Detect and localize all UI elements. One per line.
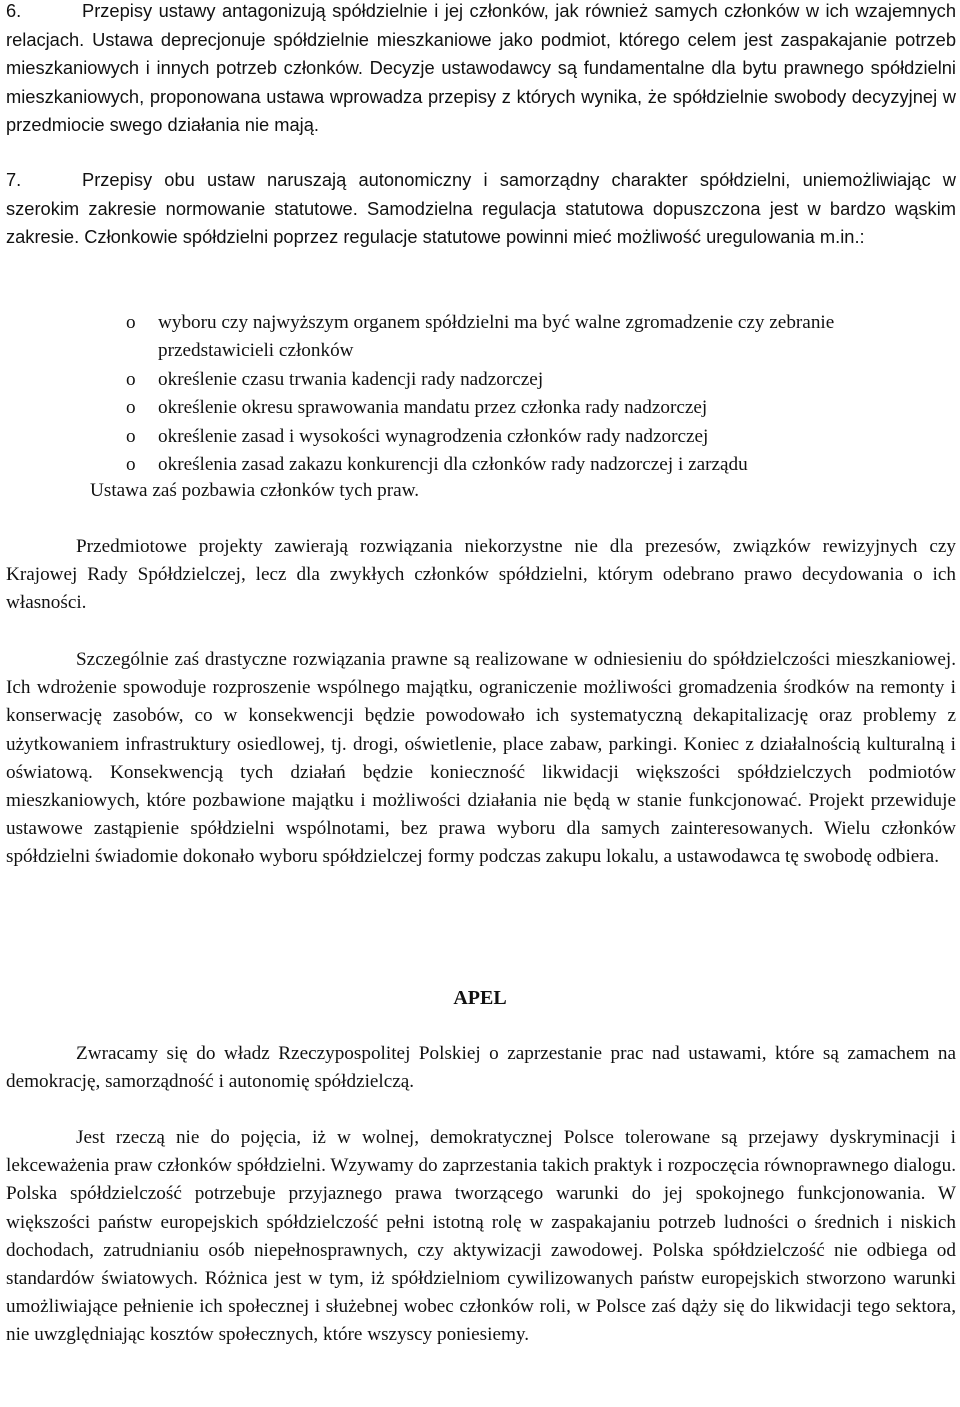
bullet-text: określenia zasad zakazu konkurencji dla członków rady nadzorczej i zarządu: [158, 454, 748, 476]
item-number: 7.: [6, 169, 22, 190]
statement-text: Ustawa zaś pozbawia członków tych praw.: [90, 480, 420, 501]
appeal-heading: APEL: [453, 987, 507, 1009]
bullet-text: określenie okresu sprawowania mandatu przez członka rady nadzorczej: [158, 397, 708, 419]
appeal-paragraph-2: Jest rzeczą nie do pojęcia, iż w wolnej, demokratycznej Polsce tolerowane są przejawy dyskryminacji i lekceważenia praw członków spółdzielni. Wzywamy do zaprzestania takich praktyk i rozpoczęcia równoprawnego dialogu. Polska spółdzielczość potrzebuje przyjaznego prawa tworzącego warunki do jej spokojnego funkcjonowania. W większości państw europejskich spółdzielczość pełni istotną rolę w zaspakajaniu potrzeb ludności o średnich i niskich dochodach, zatrudnianiu osób niepełnosprawnych, czy aktywizacji zawodowej. Polska spółdzielczość nie odbiega od standardów światowych. Różnica jest w tym, iż spółdzielniom cywilizowanych państw europejskich stworzono warunki umożliwiające pełnienie ich społecznej i służebnej wobec członków roli, w Polsce zaś dąży się do likwidacji tego sektora, nie uwzględniając kosztów społecznych, które wszyscy poniesiemy.: [6, 1127, 956, 1346]
list-item-7: [6, 166, 956, 252]
bullet-marker: o: [126, 368, 136, 390]
paragraph-2: Szczególnie zaś drastyczne rozwiązania prawne są realizowane w odniesieniu do spółdzielczości mieszkaniowej. Ich wdrożenie spowoduje rozproszenie wspólnego majątku, ograniczenie możliwości gromadzenia środków na remonty i konserwację zasobów, co w konsekwencji będzie powodowało ich systematyczną dekapitalizację oraz problemy z użytkowaniem infrastruktury osiedlowej, tj. drogi, oświetlenie, place zabaw, parkingi. Koniec z działalnością kulturalną i oświatową. Konsekwencją tych działań będzie konieczność likwidacji większości spółdzielczych podmiotów mieszkaniowych, które pozbawione majątku i możliwości działania nie będą w stanie funkcjonować. Projekt przewiduje ustawowe zastąpienie spółdzielni wspólnotami, bez prawa wyboru dla samych zainteresowanych. Wielu członków spółdzielni świadomie dokonało wyboru spółdzielczej formy podczas zakupu lokalu, a ustawodawca tę swobodę odbiera.: [6, 649, 956, 868]
bullet-item: [0, 394, 960, 422]
bullet-list: [0, 309, 960, 479]
item-text: Przepisy obu ustaw naruszają autonomiczny i samorządny charakter spółdzielni, uniemożliwiając w szerokim zakresie normowanie statutowe. Samodzielna regulacja statutowa dopuszczona jest w bardzo wąskim zakresie. Członkowie spółdzielni poprzez regulacje statutowe powinni mieć możliwość uregulowania m.in.:: [6, 169, 956, 248]
bullet-item: [0, 366, 960, 394]
bullet-text: określenie zasad i wysokości wynagrodzenia członków rady nadzorczej: [158, 425, 709, 447]
item-text: Przepisy ustawy antagonizują spółdzielnie i jej członków, jak również samych członków w ich wzajemnych relacjach. Ustawa deprecjonuje spółdzielnie mieszkaniowe jako podmiot, którego celem jest zaspakajanie potrzeb mieszkaniowych i innych potrzeb członków. Decyzje ustawodawcy są fundamentalne dla bytu prawnego spółdzielni mieszkaniowych, proponowana ustawa wprowadza przepisy z których wynika, że spółdzielnie swobody decyzyjnej w przedmiocie swego działania nie mają.: [6, 0, 956, 136]
bullet-marker: o: [126, 454, 136, 476]
appeal-paragraph-1: Zwracamy się do władz Rzeczypospolitej Polskiej o zaprzestanie prac nad ustawami, które są zamachem na demokrację, samorządność i autonomię spółdzielczą.: [6, 1043, 956, 1093]
bullet-marker: o: [126, 397, 136, 419]
bullet-marker: o: [126, 425, 136, 447]
bullet-item: [0, 451, 960, 479]
bullet-marker: o: [126, 312, 136, 333]
paragraph-1: Przedmiotowe projekty zawierają rozwiązania niekorzystne nie dla prezesów, związków rewizyjnych czy Krajowej Rady Spółdzielczej, lecz dla zwykłych członków spółdzielni, którym odebrano prawo decydowania o ich własności.: [6, 536, 956, 614]
bullet-text: wyboru czy najwyższym organem spółdzielni ma być walne zgromadzenie czy zebranie przedstawicieli członków: [158, 312, 835, 362]
bullet-text: określenie czasu trwania kadencji rady nadzorczej: [158, 368, 544, 390]
list-item-6: [6, 0, 956, 140]
bullet-item: [0, 309, 960, 366]
bullet-item: [0, 423, 960, 451]
item-number: 6.: [6, 0, 22, 21]
